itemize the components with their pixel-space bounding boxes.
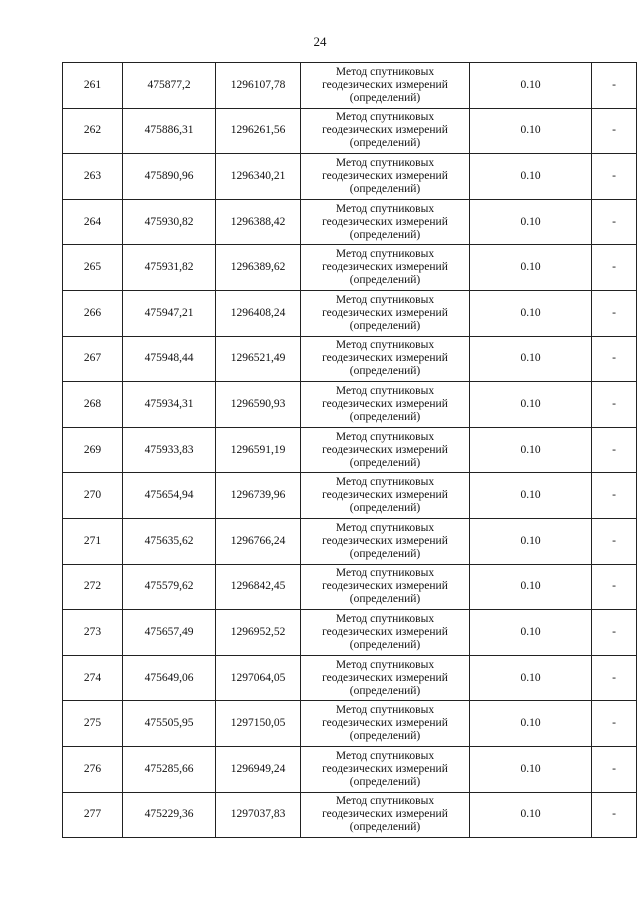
method-line: (определений) [349, 410, 421, 423]
method-line: геодезических измерений [322, 808, 448, 821]
point-number-cell: 261 [63, 63, 123, 109]
method-line: Метод спутниковых [335, 749, 435, 762]
method-line: (определений) [349, 365, 421, 378]
x-coordinate-cell: 475657,49 [123, 610, 216, 656]
x-coordinate-cell: 475505,95 [123, 701, 216, 747]
point-number-cell: 269 [63, 427, 123, 473]
method-cell [301, 655, 470, 701]
description-cell: - [592, 154, 637, 200]
point-number-cell: 266 [63, 290, 123, 336]
point-number-cell: 271 [63, 518, 123, 564]
table-row [63, 792, 637, 838]
accuracy-cell: 0.10 [470, 655, 592, 701]
description-cell: - [592, 564, 637, 610]
method-line: (определений) [349, 730, 421, 743]
description-cell: - [592, 518, 637, 564]
method-line: геодезических измерений [322, 580, 448, 593]
page-number: 24 [313, 34, 327, 49]
point-number-cell: 274 [63, 655, 123, 701]
accuracy-cell: 0.10 [470, 290, 592, 336]
y-coordinate-cell: 1296590,93 [216, 382, 301, 428]
point-number-cell: 267 [63, 336, 123, 382]
accuracy-cell: 0.10 [470, 518, 592, 564]
method-line: Метод спутниковых [335, 795, 435, 808]
y-coordinate-cell: 1296591,19 [216, 427, 301, 473]
method-cell [301, 518, 470, 564]
point-number-cell: 276 [63, 746, 123, 792]
y-coordinate-cell: 1296739,96 [216, 473, 301, 519]
x-coordinate-cell: 475635,62 [123, 518, 216, 564]
method-cell [301, 199, 470, 245]
accuracy-cell: 0.10 [470, 63, 592, 109]
point-number-cell: 265 [63, 245, 123, 291]
method-line: (определений) [349, 456, 421, 469]
x-coordinate-cell: 475649,06 [123, 655, 216, 701]
method-cell [301, 382, 470, 428]
accuracy-cell: 0.10 [470, 154, 592, 200]
method-line: Метод спутниковых [335, 567, 435, 580]
point-number-cell: 263 [63, 154, 123, 200]
x-coordinate-cell: 475931,82 [123, 245, 216, 291]
method-line: геодезических измерений [322, 534, 448, 547]
table-row [63, 63, 637, 109]
method-line: геодезических измерений [322, 261, 448, 274]
method-line: геодезических измерений [322, 489, 448, 502]
point-number-cell: 272 [63, 564, 123, 610]
description-cell: - [592, 746, 637, 792]
point-number-cell: 273 [63, 610, 123, 656]
description-cell: - [592, 382, 637, 428]
y-coordinate-cell: 1296952,52 [216, 610, 301, 656]
method-cell [301, 427, 470, 473]
accuracy-cell: 0.10 [470, 610, 592, 656]
method-line: геодезических измерений [322, 625, 448, 638]
method-line: геодезических измерений [322, 124, 448, 137]
x-coordinate-cell: 475934,31 [123, 382, 216, 428]
method-line: (определений) [349, 547, 421, 560]
method-line: геодезических измерений [322, 169, 448, 182]
method-line: Метод спутниковых [335, 430, 435, 443]
table-row [63, 154, 637, 200]
table-row [63, 518, 637, 564]
method-line: (определений) [349, 775, 421, 788]
method-cell [301, 473, 470, 519]
method-line: (определений) [349, 137, 421, 150]
description-cell: - [592, 199, 637, 245]
table-row [63, 382, 637, 428]
accuracy-cell: 0.10 [470, 199, 592, 245]
method-cell [301, 746, 470, 792]
x-coordinate-cell: 475654,94 [123, 473, 216, 519]
y-coordinate-cell: 1296949,24 [216, 746, 301, 792]
x-coordinate-cell: 475877,2 [123, 63, 216, 109]
method-line: Метод спутниковых [335, 704, 435, 717]
x-coordinate-cell: 475579,62 [123, 564, 216, 610]
description-cell: - [592, 336, 637, 382]
y-coordinate-cell: 1296389,62 [216, 245, 301, 291]
description-cell: - [592, 701, 637, 747]
description-cell: - [592, 792, 637, 838]
accuracy-cell: 0.10 [470, 427, 592, 473]
method-cell [301, 792, 470, 838]
description-cell: - [592, 245, 637, 291]
method-cell [301, 290, 470, 336]
method-line: (определений) [349, 319, 421, 332]
method-line: геодезических измерений [322, 717, 448, 730]
description-cell: - [592, 427, 637, 473]
method-line: Метод спутниковых [335, 202, 435, 215]
method-line: геодезических измерений [322, 78, 448, 91]
method-cell [301, 154, 470, 200]
method-cell [301, 63, 470, 109]
description-cell: - [592, 63, 637, 109]
point-number-cell: 277 [63, 792, 123, 838]
y-coordinate-cell: 1297064,05 [216, 655, 301, 701]
method-line: (определений) [349, 593, 421, 606]
table-row [63, 746, 637, 792]
table-row [63, 701, 637, 747]
method-line: геодезических измерений [322, 762, 448, 775]
point-number-cell: 270 [63, 473, 123, 519]
method-line: Метод спутниковых [335, 156, 435, 169]
table-row [63, 290, 637, 336]
description-cell: - [592, 610, 637, 656]
table-row [63, 427, 637, 473]
y-coordinate-cell: 1296107,78 [216, 63, 301, 109]
method-line: Метод спутниковых [335, 339, 435, 352]
y-coordinate-cell: 1296340,21 [216, 154, 301, 200]
method-line: геодезических измерений [322, 215, 448, 228]
point-number-cell: 262 [63, 108, 123, 154]
x-coordinate-cell: 475229,36 [123, 792, 216, 838]
x-coordinate-cell: 475948,44 [123, 336, 216, 382]
method-cell [301, 564, 470, 610]
method-line: геодезических измерений [322, 443, 448, 456]
table-row [63, 199, 637, 245]
y-coordinate-cell: 1296521,49 [216, 336, 301, 382]
description-cell: - [592, 108, 637, 154]
method-line: (определений) [349, 638, 421, 651]
table-row [63, 655, 637, 701]
table-row [63, 245, 637, 291]
table-row [63, 336, 637, 382]
description-cell: - [592, 290, 637, 336]
description-cell: - [592, 655, 637, 701]
method-line: Метод спутниковых [335, 384, 435, 397]
table-row [63, 473, 637, 519]
x-coordinate-cell: 475933,83 [123, 427, 216, 473]
method-cell [301, 610, 470, 656]
x-coordinate-cell: 475947,21 [123, 290, 216, 336]
x-coordinate-cell: 475886,31 [123, 108, 216, 154]
method-line: (определений) [349, 91, 421, 104]
accuracy-cell: 0.10 [470, 473, 592, 519]
y-coordinate-cell: 1296766,24 [216, 518, 301, 564]
x-coordinate-cell: 475930,82 [123, 199, 216, 245]
method-line: Метод спутниковых [335, 293, 435, 306]
method-cell [301, 108, 470, 154]
method-cell [301, 336, 470, 382]
table-row [63, 108, 637, 154]
x-coordinate-cell: 475285,66 [123, 746, 216, 792]
method-line: геодезических измерений [322, 397, 448, 410]
x-coordinate-cell: 475890,96 [123, 154, 216, 200]
method-line: геодезических измерений [322, 352, 448, 365]
accuracy-cell: 0.10 [470, 108, 592, 154]
method-line: Метод спутниковых [335, 658, 435, 671]
method-cell [301, 701, 470, 747]
y-coordinate-cell: 1296408,24 [216, 290, 301, 336]
method-line: Метод спутниковых [335, 65, 435, 78]
method-line: (определений) [349, 182, 421, 195]
y-coordinate-cell: 1297037,83 [216, 792, 301, 838]
accuracy-cell: 0.10 [470, 701, 592, 747]
accuracy-cell: 0.10 [470, 792, 592, 838]
point-number-cell: 275 [63, 701, 123, 747]
table-row [63, 610, 637, 656]
description-cell: - [592, 473, 637, 519]
y-coordinate-cell: 1296261,56 [216, 108, 301, 154]
y-coordinate-cell: 1297150,05 [216, 701, 301, 747]
method-cell [301, 245, 470, 291]
method-line: Метод спутниковых [335, 612, 435, 625]
method-line: (определений) [349, 502, 421, 515]
accuracy-cell: 0.10 [470, 746, 592, 792]
method-line: Метод спутниковых [335, 521, 435, 534]
method-line: (определений) [349, 274, 421, 287]
method-line: Метод спутниковых [335, 476, 435, 489]
method-line: геодезических измерений [322, 671, 448, 684]
coordinates-table-body [63, 63, 637, 838]
point-number-cell: 268 [63, 382, 123, 428]
point-number-cell: 264 [63, 199, 123, 245]
accuracy-cell: 0.10 [470, 564, 592, 610]
y-coordinate-cell: 1296388,42 [216, 199, 301, 245]
accuracy-cell: 0.10 [470, 245, 592, 291]
method-line: (определений) [349, 821, 421, 834]
method-line: Метод спутниковых [335, 248, 435, 261]
table-row [63, 564, 637, 610]
y-coordinate-cell: 1296842,45 [216, 564, 301, 610]
accuracy-cell: 0.10 [470, 382, 592, 428]
method-line: (определений) [349, 228, 421, 241]
coordinates-table [62, 62, 637, 838]
accuracy-cell: 0.10 [470, 336, 592, 382]
method-line: (определений) [349, 684, 421, 697]
method-line: Метод спутниковых [335, 111, 435, 124]
method-line: геодезических измерений [322, 306, 448, 319]
